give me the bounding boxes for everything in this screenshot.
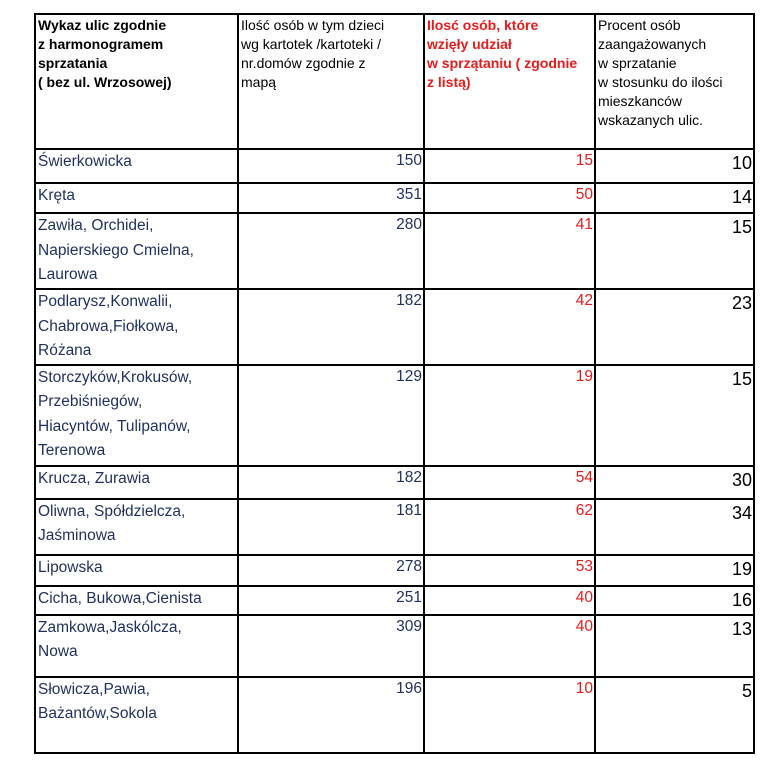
percent-cell: 15	[595, 365, 754, 466]
street-cell: Zawiła, Orchidei, Napierskiego Cmielna, Laurowa	[35, 213, 238, 289]
header-percent: Procent osób zaangażowanych w sprzatanie w stosunku do ilości mieszkanców wskazanych ulic.	[595, 14, 754, 149]
percent-cell: 14	[595, 183, 754, 213]
percent-cell: 16	[595, 586, 754, 615]
table-row	[35, 677, 754, 753]
table-row	[35, 149, 754, 183]
table-body	[35, 149, 754, 753]
participants-cell: 15	[424, 149, 595, 183]
street-cell: Zamkowa,Jaskólcza, Nowa	[35, 615, 238, 677]
street-cell: Lipowska	[35, 555, 238, 586]
street-cell: Podlarysz,Konwalii, Chabrowa,Fiołkowa, Różana	[35, 289, 238, 365]
percent-cell: 13	[595, 615, 754, 677]
participants-cell: 40	[424, 615, 595, 677]
table-row	[35, 555, 754, 586]
percent-cell: 34	[595, 499, 754, 555]
residents-cell: 309	[238, 615, 424, 677]
residents-cell: 182	[238, 289, 424, 365]
table-row	[35, 213, 754, 289]
street-cell: Słowicza,Pawia, Bażantów,Sokola	[35, 677, 238, 753]
participants-cell: 42	[424, 289, 595, 365]
percent-cell: 5	[595, 677, 754, 753]
table-row	[35, 466, 754, 499]
street-cell: Storczyków,Krokusów, Przebiśniegów, Hiacyntów, Tulipanów, Terenowa	[35, 365, 238, 466]
street-cell: Świerkowicka	[35, 149, 238, 183]
participants-cell: 40	[424, 586, 595, 615]
table-row	[35, 615, 754, 677]
percent-cell: 30	[595, 466, 754, 499]
cleanup-table	[34, 13, 755, 754]
table-row	[35, 183, 754, 213]
participants-cell: 50	[424, 183, 595, 213]
header-residents: Ilość osób w tym dzieci wg kartotek /kartoteki / nr.domów zgodnie z mapą	[238, 14, 424, 149]
participants-cell: 62	[424, 499, 595, 555]
residents-cell: 278	[238, 555, 424, 586]
percent-cell: 19	[595, 555, 754, 586]
percent-cell: 10	[595, 149, 754, 183]
participants-cell: 10	[424, 677, 595, 753]
percent-cell: 15	[595, 213, 754, 289]
street-cell: Krucza, Zurawia	[35, 466, 238, 499]
table-row	[35, 499, 754, 555]
residents-cell: 280	[238, 213, 424, 289]
street-cell: Oliwna, Spółdzielcza, Jaśminowa	[35, 499, 238, 555]
residents-cell: 181	[238, 499, 424, 555]
header-participants: Ilosć osób, które wzięły udział w sprzątaniu ( zgodnie z listą)	[424, 14, 595, 149]
residents-cell: 251	[238, 586, 424, 615]
percent-cell: 23	[595, 289, 754, 365]
street-cell: Kręta	[35, 183, 238, 213]
table-row	[35, 289, 754, 365]
participants-cell: 19	[424, 365, 595, 466]
participants-cell: 54	[424, 466, 595, 499]
participants-cell: 41	[424, 213, 595, 289]
header-row	[35, 14, 754, 149]
residents-cell: 351	[238, 183, 424, 213]
header-streets: Wykaz ulic zgodnie z harmonogramem sprzatania ( bez ul. Wrzosowej)	[35, 14, 238, 149]
residents-cell: 182	[238, 466, 424, 499]
table-row	[35, 586, 754, 615]
residents-cell: 129	[238, 365, 424, 466]
table-row	[35, 365, 754, 466]
participants-cell: 53	[424, 555, 595, 586]
residents-cell: 150	[238, 149, 424, 183]
residents-cell: 196	[238, 677, 424, 753]
street-cell: Cicha, Bukowa,Cienista	[35, 586, 238, 615]
